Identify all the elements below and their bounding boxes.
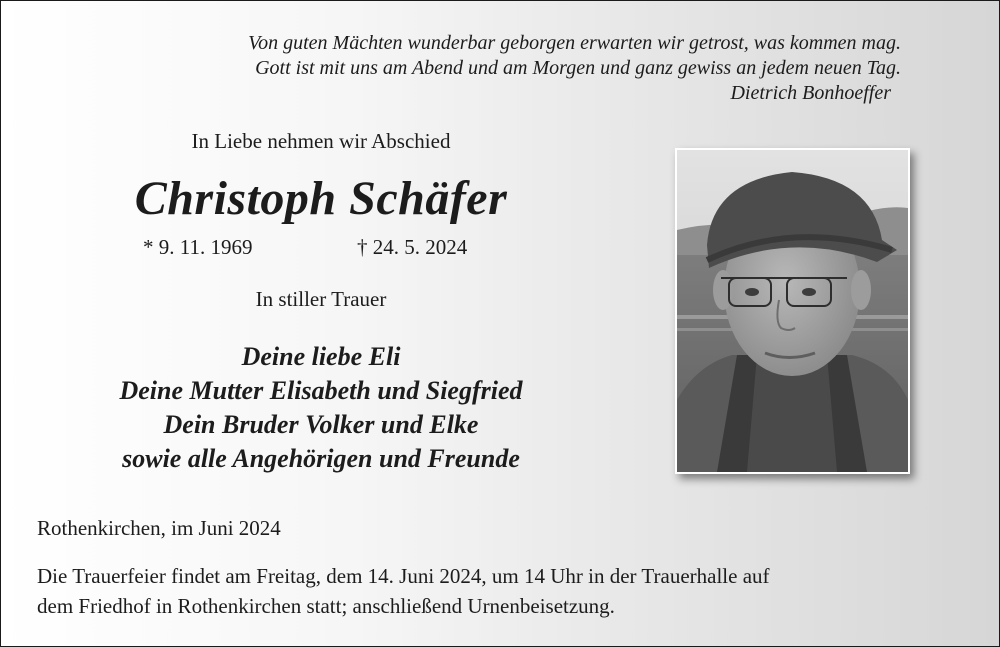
ceremony-info	[37, 561, 977, 621]
ceremony-line-2: dem Friedhof in Rothenkirchen statt; anschließend Urnenbeisetzung.	[37, 594, 615, 618]
quote-line-1: Von guten Mächten wunderbar geborgen erwarten wir getrost, was kommen mag.	[248, 32, 901, 54]
quote-author: Dietrich Bonhoeffer	[730, 82, 891, 104]
mourner-line: Dein Bruder Volker und Elke	[163, 410, 479, 439]
quote-line-2: Gott ist mit uns am Abend und am Morgen und ganz gewiss an jedem neuen Tag.	[255, 57, 901, 79]
portrait-photo	[675, 148, 910, 474]
mourner-line: Deine Mutter Elisabeth und Siegfried	[119, 376, 523, 405]
mourners-list	[41, 340, 601, 476]
farewell-intro: In Liebe nehmen wir Abschied	[191, 129, 451, 153]
ceremony-line-1: Die Trauerfeier findet am Freitag, dem 14. Juni 2024, um 14 Uhr in der Trauerhalle auf	[37, 564, 770, 588]
mourner-line: sowie alle Angehörigen und Freunde	[122, 444, 520, 473]
birth-date: * 9. 11. 1969	[143, 235, 253, 259]
portrait-image	[677, 150, 908, 472]
deceased-name: Christoph Schäfer	[134, 172, 508, 225]
place-date: Rothenkirchen, im Juni 2024	[37, 516, 281, 540]
death-date: † 24. 5. 2024	[357, 235, 468, 259]
mourner-line: Deine liebe Eli	[241, 342, 401, 371]
mourning-intro: In stiller Trauer	[255, 287, 387, 311]
bonhoeffer-quote	[248, 31, 901, 106]
